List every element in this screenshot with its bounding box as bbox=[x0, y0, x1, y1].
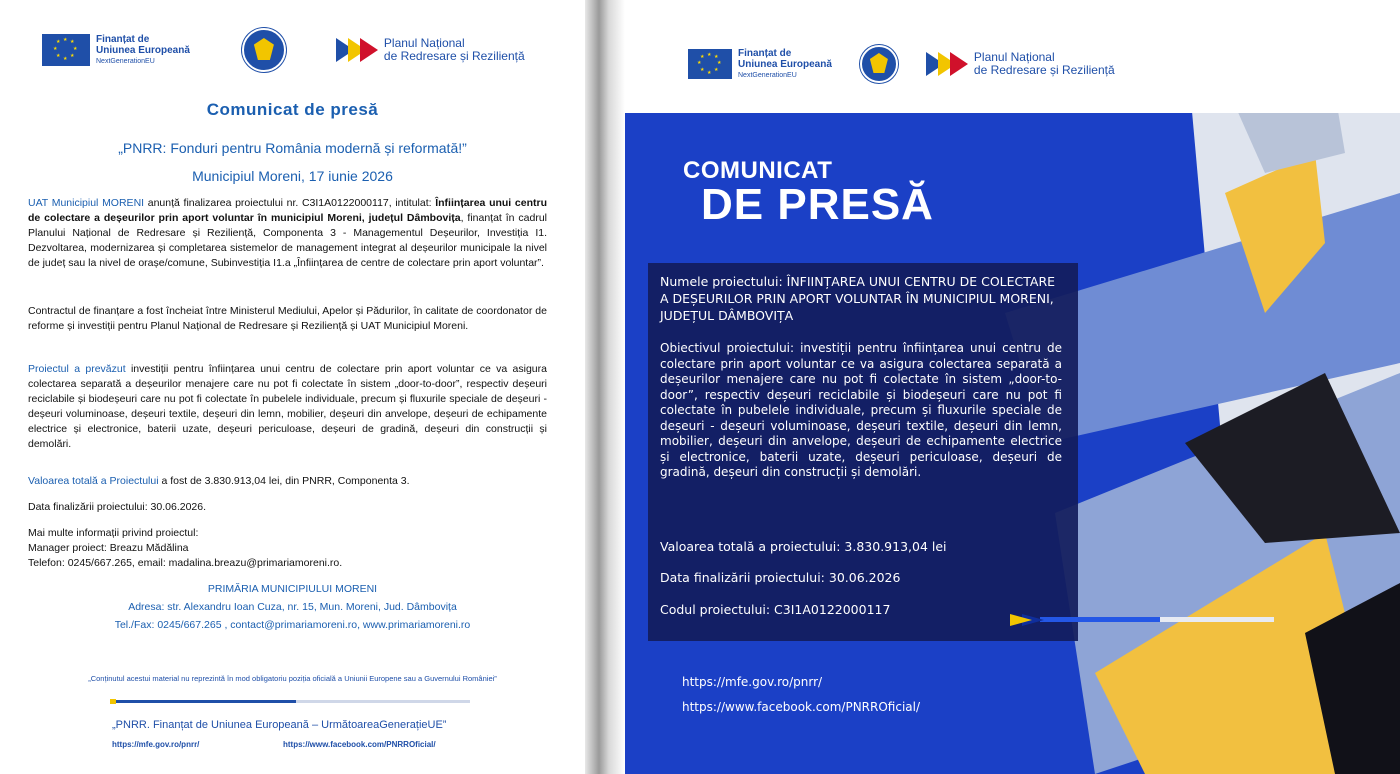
poster-heading-big: DE PRESĂ bbox=[701, 180, 934, 229]
project-name: Numele proiectului: ÎNFIINȚAREA UNUI CENTRU DE COLECTARE A DEȘEURILOR PRIN APORT VOLUNTAR ÎN MUNICIPIUL MORENI, JUDEȚUL DÂMBOVIȚA bbox=[660, 274, 1056, 323]
pnrr-line1: Planul Național bbox=[973, 50, 1055, 64]
pnrr-line2: de Redresare și Reziliență bbox=[383, 49, 525, 63]
header-logos-right bbox=[688, 45, 1115, 83]
slogan: „PNRR. Finanțat de Uniunea Europeană – UrmătoareaGenerațieUE” bbox=[112, 719, 447, 731]
paragraph-value bbox=[28, 474, 547, 489]
footer-address: Adresa: str. Alexandru Ioan Cuza, nr. 15, Mun. Moreni, Jud. Dâmbovița bbox=[128, 601, 457, 613]
pnrr-logo bbox=[336, 37, 525, 63]
contact-heading: Mai multe informații privind proiectul: bbox=[28, 527, 199, 539]
footer-contact: Tel./Fax: 0245/667.265 , contact@primariamoreni.ro, www.primariamoreni.ro bbox=[114, 619, 471, 631]
decorative-bar bbox=[110, 700, 470, 703]
value-text: a fost de 3.830.913,04 lei, din PNRR, Componenta 3. bbox=[158, 475, 410, 487]
project-value: Valoarea totală a proiectului: 3.830.913,04 lei bbox=[660, 539, 947, 554]
eu-line3: NextGenerationEU bbox=[738, 71, 797, 79]
romanian-government-seal-icon bbox=[860, 45, 898, 83]
eu-funding-label bbox=[96, 34, 190, 67]
paragraph-announcement bbox=[28, 196, 547, 271]
eu-line1: Finanțat de bbox=[738, 47, 792, 59]
poster-link-mfe[interactable]: https://mfe.gov.ro/pnrr/ bbox=[682, 675, 823, 689]
project-date: Data finalizării proiectului: 30.06.2026 bbox=[660, 570, 901, 585]
pnrr-line2: de Redresare și Reziliență bbox=[973, 63, 1115, 77]
project-objective: Obiectivul proiectului: investiții pentru înființarea unui centru de colectare prin aport voluntar ce va asigura colectarea separată a deșeurilor menajere care nu pot fi colectate în sistem „door-to-door”, respectiv deșeuri reciclabile și biodeșeuri care nu pot fi colectate în pubelele individuale, precum și fluxurile speciale de deșeuri - deșeuri voluminoase, deșeuri textile, deșeuri din lemn, mobilier, deșeuri din anvelope, deșeuri de echipamente electrice și electronice, baterii uzate, deșeuri periculoase, deșeuri de gradină, deșeuri din construcții și demolări. bbox=[660, 341, 1062, 479]
eu-flag-icon: ★ ★ ★ ★ ★ ★ ★ ★ bbox=[688, 49, 732, 79]
scope-text: investiții pentru înființarea unui centru de colectare prin aport voluntar ce va asigura colectarea separată a deșeurilor menajere care nu pot fi colectate în sistem „door-to-door”, respectiv deșeuri reciclabile și biodeșeuri care nu pot fi colectate în pubelele individuale, precum și fluxurile speciale de deșeuri - deșeuri voluminoase, deșeuri textile, deșeuri din lemn, mobilier, deșeuri din anvelope, deșeuri de echipamente electrice și electronice, baterii uzate, deșeuri periculoase, deșeuri de gradină, deșeuri din construcții și demolări. bbox=[28, 363, 547, 450]
romanian-government-seal-icon bbox=[242, 28, 286, 72]
p1-text-a: anunță finalizarea proiectului nr. C3I1A0122000117, intitulat: bbox=[144, 197, 436, 209]
uat-name: UAT Municipiul MORENI bbox=[28, 197, 145, 209]
project-code: Codul proiectului: C3I1A0122000117 bbox=[660, 602, 891, 617]
link-facebook[interactable]: https://www.facebook.com/PNRROficial/ bbox=[283, 740, 436, 749]
page-divider bbox=[585, 0, 625, 774]
pnrr-line1: Planul Național bbox=[383, 36, 465, 50]
p1-text-b: , finanțat în cadrul Planului Național de Redresare și Reziliență, Componenta 3 - Managementul Deșeurilor, Investiția I1. Dezvoltarea, modernizarea și completarea sistemelor de management integrat al deșeurilor municipale la nivel de județ sau la nivel de orașe/comune, Subinvestiția I1.a „Înființarea de centre de colectare prin aport voluntar”. bbox=[28, 212, 547, 269]
page-subtitle: „PNRR: Fonduri pentru România modernă și reformată!” bbox=[118, 140, 467, 156]
eu-line2: Uniunea Europeană bbox=[738, 58, 832, 70]
contact-block bbox=[28, 526, 547, 571]
eu-flag-icon: ★ ★ ★ ★ ★ ★ ★ ★ bbox=[42, 34, 90, 66]
paragraph-completion-date: Data finalizării proiectului: 30.06.2026. bbox=[28, 501, 207, 513]
project-title-bold: Înființarea unui centru de colectare a deșeurilor prin aport voluntar în municipiul Moreni, județul Dâmbovița bbox=[28, 197, 547, 224]
pnrr-logo bbox=[926, 51, 1115, 77]
value-lead: Valoarea totală a Proiectului bbox=[28, 475, 159, 487]
poster-heading-small: COMUNICAT bbox=[683, 157, 833, 184]
eu-funding-label bbox=[738, 48, 832, 81]
paragraph-scope bbox=[28, 362, 547, 452]
scope-lead: Proiectul a prevăzut bbox=[28, 363, 126, 375]
page-title: Comunicat de presă bbox=[206, 100, 379, 119]
disclaimer: „Conținutul acestui material nu reprezintă în mod obligatoriu poziția oficială a Uniunii Europene sau a Guvernului României” bbox=[88, 674, 497, 683]
poster-progress-bar bbox=[1010, 614, 1274, 624]
paragraph-contract: Contractul de finanțare a fost încheiat între Ministerul Mediului, Apelor și Pădurilor, în calitate de coordonator de reforme și investiții pentru Planul Național de Redresare și Reziliență și UAT Municipiul Moreni. bbox=[28, 305, 547, 332]
eu-line1: Finanțat de bbox=[96, 33, 150, 45]
eu-line3: NextGenerationEU bbox=[96, 57, 155, 65]
poster-link-facebook[interactable]: https://www.facebook.com/PNRROficial/ bbox=[682, 700, 921, 714]
dateline: Municipiul Moreni, 17 iunie 2026 bbox=[192, 168, 393, 184]
link-mfe[interactable]: https://mfe.gov.ro/pnrr/ bbox=[112, 740, 200, 749]
footer-institution: PRIMĂRIA MUNICIPIULUI MORENI bbox=[207, 583, 378, 595]
eu-line2: Uniunea Europeană bbox=[96, 44, 190, 56]
contact-phone-email: Telefon: 0245/667.265, email: madalina.breazu@primariamoreni.ro. bbox=[28, 557, 343, 569]
project-manager: Manager proiect: Breazu Mădălina bbox=[28, 542, 189, 554]
header-logos-left bbox=[42, 28, 525, 72]
